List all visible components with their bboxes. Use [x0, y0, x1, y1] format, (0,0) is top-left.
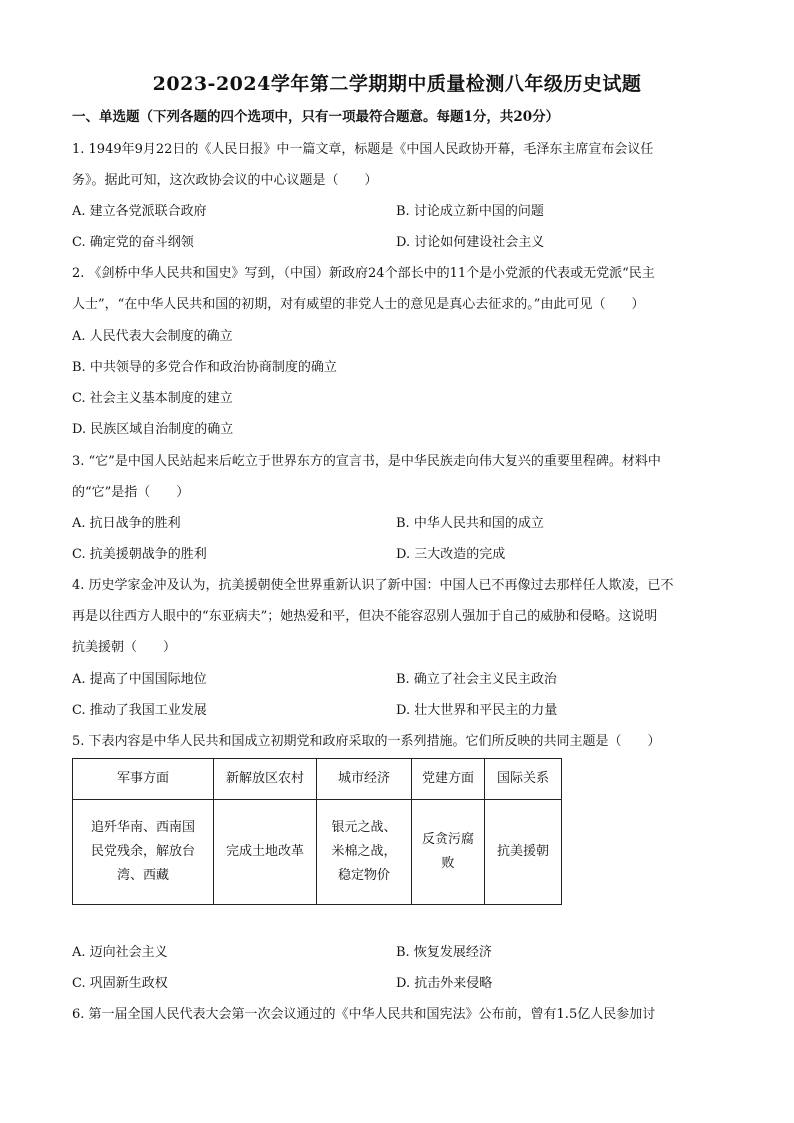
cell-line: 民党残余，解放台 — [90, 844, 195, 859]
q1-stem-line1: 1. 1949年9月22日的《人民日报》中一篇文章，标题是《中国人民政协开幕，毛泽东主席宣布会议任 — [72, 142, 654, 157]
q2-option-b: B. 中共领导的多党合作和政治协商制度的确立 — [72, 360, 337, 375]
q4-stem-line2: 再是以往西方人眼中的“东亚病夫”；她热爱和平，但决不能容忍别人强加于自己的威胁和侵略。这说明 — [72, 609, 658, 624]
table-header-cell: 党建方面 — [412, 759, 485, 800]
table-cell-party-building — [412, 800, 485, 905]
q3-option-d: D. 三大改造的完成 — [396, 547, 506, 562]
q3-stem-line2: 的“它”是指（ ） — [72, 485, 190, 500]
cell-line: 银元之战、 — [331, 820, 397, 835]
q5-measures-table — [72, 758, 562, 905]
q3-option-c: C. 抗美援朝战争的胜利 — [72, 547, 207, 562]
table-header-row — [73, 759, 562, 800]
table-cell-international — [485, 800, 562, 905]
q1-option-d: D. 讨论如何建设社会主义 — [396, 235, 545, 250]
table-header-cell: 军事方面 — [73, 759, 214, 800]
cell-line: 抗美援朝 — [496, 844, 549, 859]
table-cell-rural — [214, 800, 317, 905]
q1-option-b: B. 讨论成立新中国的问题 — [396, 204, 544, 219]
table-cell-urban-economy — [317, 800, 412, 905]
q5-stem-line1: 5. 下表内容是中华人民共和国成立初期党和政府采取的一系列措施。它们所反映的共同主题是（ ） — [72, 734, 661, 749]
cell-line: 追歼华南、西南国 — [90, 820, 195, 835]
cell-line: 反贪污腐 — [421, 832, 474, 847]
cell-line: 湾、西藏 — [116, 868, 169, 883]
table-header-cell: 新解放区农村 — [214, 759, 317, 800]
q2-option-d: D. 民族区域自治制度的确立 — [72, 422, 234, 437]
q5-option-c: C. 巩固新生政权 — [72, 976, 168, 991]
q4-option-b: B. 确立了社会主义民主政治 — [396, 672, 557, 687]
section-heading: 一、单选题（下列各题的四个选项中，只有一项最符合题意。每题1分，共20分） — [72, 109, 560, 125]
table-header-cell: 国际关系 — [485, 759, 562, 800]
q5-option-b: B. 恢复发展经济 — [396, 945, 492, 960]
q3-stem-line1: 3. “它”是中国人民站起来后屹立于世界东方的宣言书，是中华民族走向伟大复兴的重要里程碑。材料中 — [72, 454, 661, 469]
q6-stem-line1: 6. 第一届全国人民代表大会第一次会议通过的《中华人民共和国宪法》公布前，曾有1.5亿人民参加讨 — [72, 1007, 656, 1022]
q1-stem-line2: 务》。据此可知，这次政协会议的中心议题是（ ） — [72, 173, 378, 188]
q4-stem-line1: 4. 历史学家金冲及认为，抗美援朝使全世界重新认识了新中国：中国人已不再像过去那样任人欺凌，已不 — [72, 578, 674, 593]
table-cell-military — [73, 800, 214, 905]
q2-stem-line2: 人士”，“在中华人民共和国的初期，对有威望的非党人士的意见是真心去征求的。”由此可见（ ） — [72, 297, 645, 312]
cell-line: 稳定物价 — [337, 868, 390, 883]
cell-line: 败 — [441, 856, 455, 871]
table-header-cell: 城市经济 — [317, 759, 412, 800]
q2-stem-line1: 2. 《剑桥中华人民共和国史》写到，（中国）新政府24个部长中的11个是小党派的代表或无党派“民主 — [72, 266, 655, 281]
q3-option-a: A. 抗日战争的胜利 — [72, 516, 181, 531]
q4-stem-line3: 抗美援朝（ ） — [72, 640, 177, 655]
q5-option-a: A. 迈向社会主义 — [72, 945, 168, 960]
table-row — [73, 800, 562, 905]
q1-option-c: C. 确定党的奋斗纲领 — [72, 235, 194, 250]
q4-option-a: A. 提高了中国国际地位 — [72, 672, 207, 687]
cell-line: 米棉之战， — [331, 844, 397, 859]
q1-option-a: A. 建立各党派联合政府 — [72, 204, 207, 219]
q3-option-b: B. 中华人民共和国的成立 — [396, 516, 544, 531]
q4-option-d: D. 壮大世界和平民主的力量 — [396, 703, 558, 718]
cell-line: 完成土地改革 — [225, 844, 304, 859]
q4-option-c: C. 推动了我国工业发展 — [72, 703, 207, 718]
q2-option-c: C. 社会主义基本制度的建立 — [72, 391, 233, 406]
exam-title: 2023-2024学年第二学期期中质量检测八年级历史试题 — [152, 73, 642, 95]
q2-option-a: A. 人民代表大会制度的确立 — [72, 329, 233, 344]
q5-option-d: D. 抗击外来侵略 — [396, 976, 493, 991]
